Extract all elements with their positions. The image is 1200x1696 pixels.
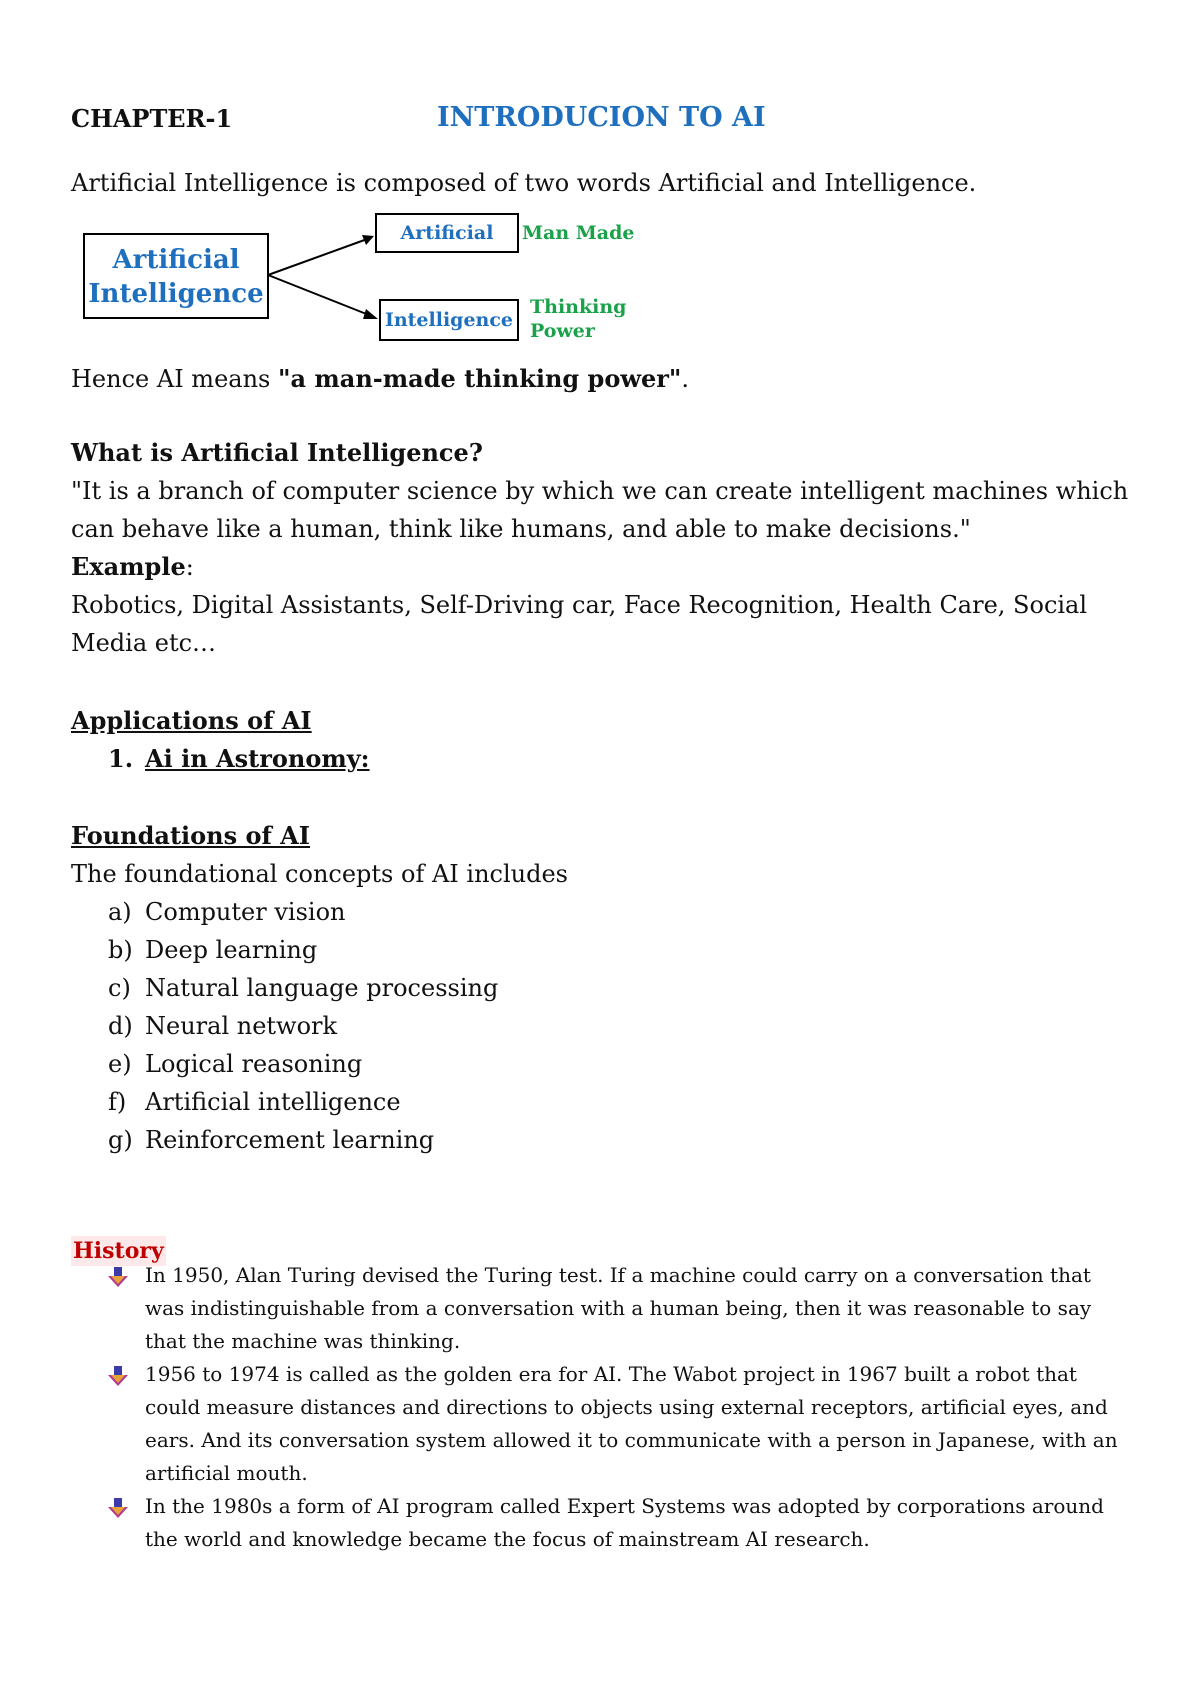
branch-label-artificial: Artificial [400,222,494,244]
list-marker: a) [108,898,132,926]
foundations-list-item [108,1049,362,1079]
definition-line-1: "It is a branch of computer science by which we can create intelligent machines which [71,477,1129,505]
list-item-label: Ai in Astronomy: [145,744,370,773]
list-marker: e) [108,1050,132,1078]
hence-emphasis: "a man-made thinking power" [277,364,682,393]
branch-label-intelligence: Intelligence [384,309,514,331]
chapter-label: CHAPTER-1 [71,104,233,133]
list-marker: d) [108,1012,133,1040]
hence-prefix: Hence AI means [71,365,278,393]
list-item-label: Reinforcement learning [145,1126,435,1154]
list-marker: g) [108,1126,133,1154]
ai-word-diagram [70,205,670,355]
arrowhead-intelligence [363,309,378,319]
foundations-heading: Foundations of AI [71,821,311,850]
list-marker: 1. [108,744,134,773]
applications-heading: Applications of AI [71,706,312,735]
example-label-line [71,552,194,582]
list-item-label: Logical reasoning [145,1050,363,1078]
hence-suffix: . [681,365,690,393]
list-marker: b) [108,936,133,964]
definition-line-2: can behave like a human, think like humans, and able to make decisions." [71,515,971,543]
root-box-line2: Intelligence [88,279,264,309]
foundations-list-item [108,897,345,927]
arrow-down-icon [107,1365,129,1387]
list-item-label: Neural network [145,1012,338,1040]
list-item-label: Computer vision [145,898,346,926]
examples-line-2: Media etc… [71,629,217,657]
arrow-to-intelligence [268,275,374,317]
list-item-label: Artificial intelligence [145,1088,401,1116]
foundations-list-item [108,935,317,965]
arrow-to-artificial [268,238,370,275]
meaning-man-made: Man Made [522,222,635,244]
foundations-intro: The foundational concepts of AI includes [71,860,568,888]
root-box-line1: Artificial [112,245,240,275]
history-bullet-2: 1956 to 1974 is called as the golden era for AI. The Wabot project in 1967 built a robot that could measure distances and directions to objects using external receptors, artificial eyes, and ears. And its conversation system allowed it to communicate with a person in Japanese, with an artificial mouth. [145,1362,1118,1485]
list-marker: c) [108,974,131,1002]
what-is-heading: What is Artificial Intelligence? [71,438,483,467]
foundations-list-item [108,973,498,1003]
meaning-power: Power [530,320,595,342]
foundations-list-item [108,1011,337,1041]
foundations-list-item [108,1087,401,1117]
hence-paragraph [71,364,689,394]
intro-paragraph: Artificial Intelligence is composed of two words Artificial and Intelligence. [71,169,977,197]
history-bullet-1: In 1950, Alan Turing devised the Turing test. If a machine could carry on a conversation that was indistinguishable from a conversation with a human being, then it was reasonable to say that the machine was thinking. [145,1263,1092,1353]
applications-list-item [108,744,370,774]
arrow-down-icon [107,1266,129,1288]
foundations-list-item [108,1125,434,1155]
history-bullet-3: In the 1980s a form of AI program called Expert Systems was adopted by corporations around the world and knowledge became the focus of mainstream AI research. [145,1494,1104,1551]
example-label: Example [71,552,186,581]
examples-line-1: Robotics, Digital Assistants, Self-Driving car, Face Recognition, Health Care, Social [71,591,1088,619]
list-item-label: Deep learning [145,936,318,964]
list-item-label: Natural language processing [145,974,499,1002]
page-title: INTRODUCION TO AI [437,102,766,133]
history-heading: History [73,1238,164,1264]
meaning-thinking: Thinking [530,296,627,318]
list-marker: f) [108,1088,127,1116]
example-colon: : [185,553,194,581]
arrow-down-icon [107,1497,129,1519]
